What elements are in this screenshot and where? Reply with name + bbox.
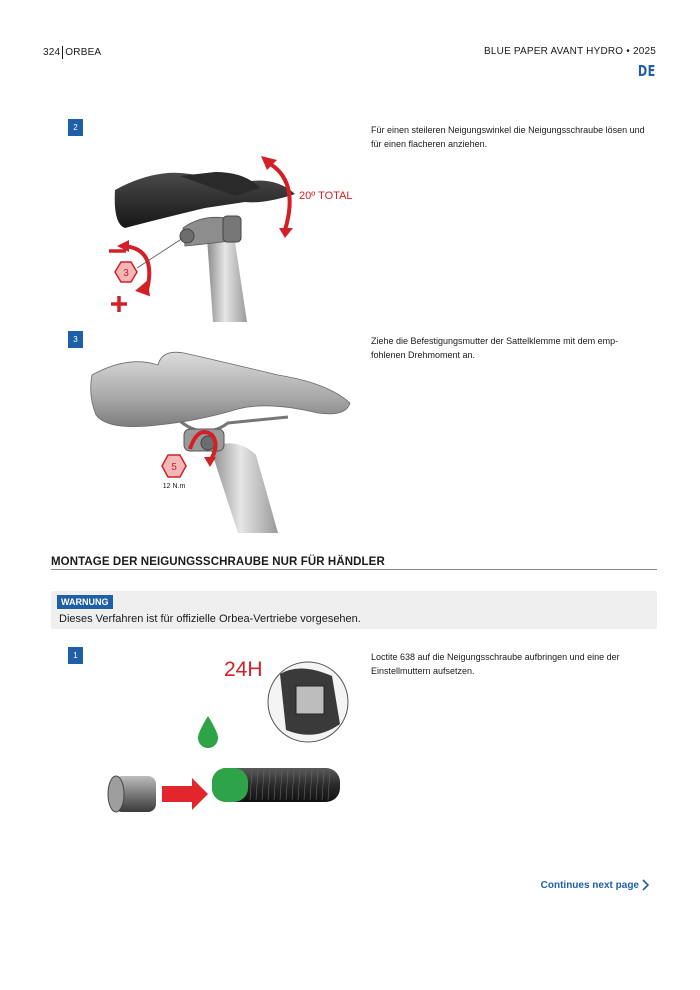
warning-text: Dieses Verfahren ist für offizielle Orbea-Vertriebe vorgesehen. xyxy=(59,613,361,625)
hex-socket-icon xyxy=(296,686,324,714)
tilt-bolt xyxy=(180,229,194,243)
seatpost xyxy=(210,443,278,533)
continue-link[interactable] xyxy=(541,879,650,891)
language-tag: DE xyxy=(638,62,656,80)
clamp-head xyxy=(223,216,241,242)
document-title: BLUE PAPER AVANT HYDRO • 2025 xyxy=(484,46,656,57)
tool-size-label: 5 xyxy=(171,462,177,473)
arrow-head-icon xyxy=(135,278,155,297)
chevron-right-icon[interactable] xyxy=(642,879,650,891)
warning-label: WARNUNG xyxy=(57,595,113,609)
header-divider xyxy=(62,46,63,59)
continue-label[interactable]: Continues next page xyxy=(540,879,639,891)
saddle-tilt-illustration xyxy=(95,150,365,322)
section-divider xyxy=(51,569,657,570)
step-3-description: Ziehe die Befestigungsmutter der Sattelklemme mit dem empfohlenen Drehmoment an. xyxy=(371,336,619,360)
saddle xyxy=(91,352,350,426)
insert-arrow-icon xyxy=(162,778,208,810)
torque-value: 12 N.m xyxy=(162,483,186,490)
step-2-description: Für einen steileren Neigungswinkel die Neigungsschraube lösen und für einen flacheren anziehen. xyxy=(371,125,645,149)
step-badge-1: 1 xyxy=(68,647,83,664)
step-badge-3: 3 xyxy=(68,331,83,348)
loctite-coating xyxy=(212,768,248,802)
brand-name: ORBEA xyxy=(65,47,102,58)
tool-size-label: 3 xyxy=(123,268,129,279)
page-number: 324 xyxy=(43,47,61,58)
arrow-head-icon xyxy=(204,457,216,467)
nut-face xyxy=(108,776,124,812)
header-left xyxy=(43,46,101,59)
clamp-torque-illustration xyxy=(88,345,360,533)
step-badge-2: 2 xyxy=(68,119,83,136)
cure-time-label: 24H xyxy=(224,658,263,681)
seatpost xyxy=(207,235,247,322)
tilt-angle-label: 20º TOTAL xyxy=(299,190,353,202)
loctite-drop-icon xyxy=(198,716,218,748)
loctite-application-illustration xyxy=(100,650,352,822)
section-title: MONTAGE DER NEIGUNGSSCHRAUBE NUR FÜR HÄNDLER xyxy=(51,556,385,568)
step-1-description: Loctite 638 auf die Neigungsschraube aufbringen und eine der Einstellmuttern aufsetzen. xyxy=(371,652,620,676)
arrow-head-icon xyxy=(279,228,293,238)
